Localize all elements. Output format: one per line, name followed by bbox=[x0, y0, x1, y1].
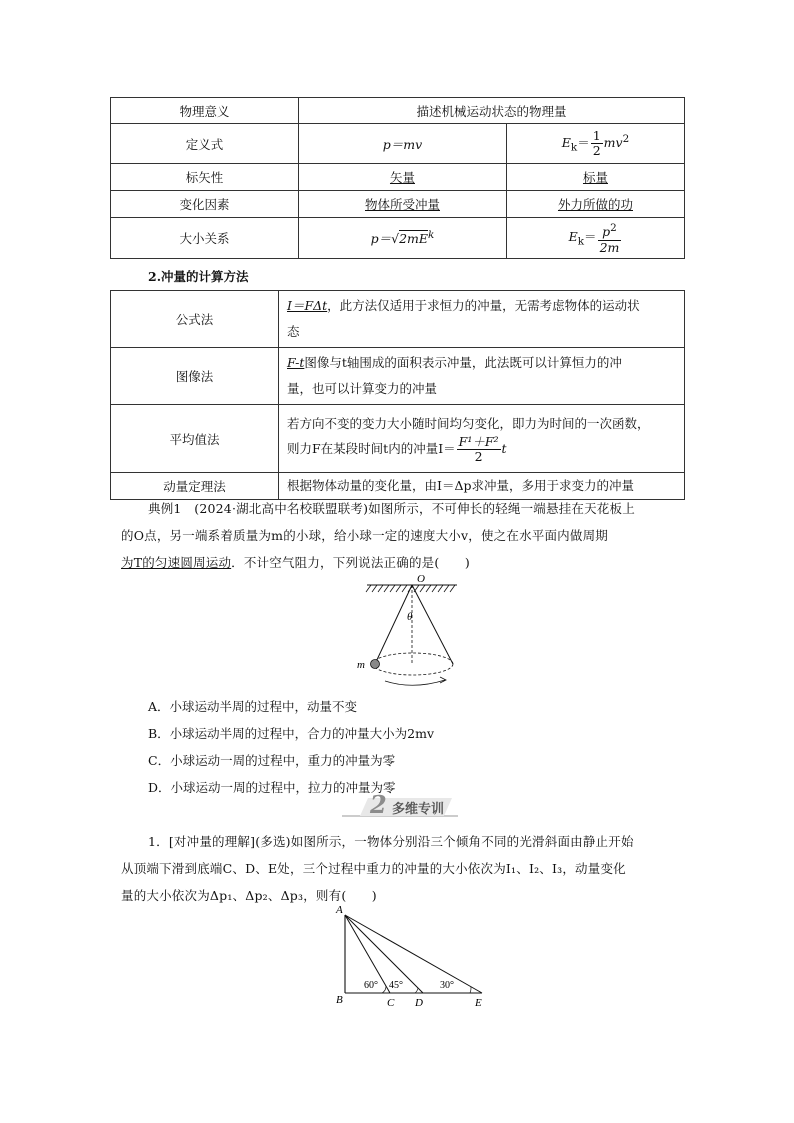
angle-30-label: 30° bbox=[440, 980, 454, 991]
section-band-title: 多维专训 bbox=[392, 802, 445, 817]
table1-row-label: 标矢性 bbox=[111, 164, 299, 191]
point-o-label: O bbox=[417, 573, 425, 585]
method-desc: 若方向不变的变力大小随时间均匀变化，即力为时间的一次函数， 则力F在某段时间t内的冲量I＝ $\frac{\text{F¹＋F²}}{2}$ t bbox=[279, 405, 685, 473]
method-desc: 根据物体动量的变化量，由I＝Δp求冲量，多用于求变力的冲量 bbox=[279, 473, 685, 500]
section-band-number: 2 bbox=[370, 790, 387, 819]
table1-p-cell: 矢量 bbox=[299, 164, 507, 191]
point-c-label: C bbox=[387, 997, 395, 1009]
angle-60-label: 60° bbox=[364, 980, 378, 991]
question-line: 量的大小依次为Δp₁、Δp₂、Δp₃，则有( ) bbox=[121, 888, 377, 903]
table1-p-cell: 物体所受冲量 bbox=[299, 191, 507, 218]
example-line: 为T的匀速圆周运动．不计空气阻力，下列说法正确的是( ) bbox=[121, 555, 470, 570]
method-cell: 平均值法 bbox=[111, 405, 279, 473]
impulse-methods-table bbox=[110, 290, 685, 500]
method-cell: 公式法 bbox=[111, 291, 279, 348]
question-line: 从顶端下滑到底端C、D、E处，三个过程中重力的冲量的大小依次为I₁、I₂、I₃，动量变化 bbox=[121, 861, 626, 876]
option-b: B．小球运动半周的过程中，合力的冲量大小为2mv bbox=[148, 726, 435, 741]
method-cell: 图像法 bbox=[111, 348, 279, 405]
table1-header-label: 物理意义 bbox=[111, 98, 299, 124]
section-band bbox=[340, 790, 460, 819]
table1-ek-cell: $E_k=$ $\frac{p^2}{2m}$ bbox=[507, 218, 685, 259]
angle-45-label: 45° bbox=[389, 980, 403, 991]
option-a: A．小球运动半周的过程中，动量不变 bbox=[148, 699, 358, 714]
table1-row-label: 定义式 bbox=[111, 124, 299, 164]
option-c: C．小球运动一周的过程中，重力的冲量为零 bbox=[148, 753, 396, 768]
section-title: 2.冲量的计算方法 bbox=[148, 269, 249, 284]
momentum-kinetic-energy-table bbox=[110, 97, 685, 259]
table1-p-cell: $p=√2mE^k$ bbox=[299, 218, 507, 259]
point-a-label: A bbox=[336, 904, 343, 916]
method-desc: F-t图像与t轴围成的面积表示冲量，此法既可以计算恒力的冲 量，也可以计算变力的冲量 bbox=[279, 348, 685, 405]
table1-ek-cell: $E_k=$ $\frac{1}{2}$ $mv^2$ bbox=[507, 124, 685, 164]
option-d: D．小球运动一周的过程中，拉力的冲量为零 bbox=[148, 780, 396, 795]
table1-row-label: 大小关系 bbox=[111, 218, 299, 259]
example-line: 的O点，另一端系着质量为m的小球，给小球一定的速度大小v，使之在水平面内做周期 bbox=[121, 528, 608, 543]
angle-theta-label: θ bbox=[407, 611, 413, 623]
table1-p-cell: p＝mv bbox=[299, 124, 507, 164]
table1-ek-cell: 外力所做的功 bbox=[507, 191, 685, 218]
mass-m-label: m bbox=[357, 659, 365, 671]
point-d-label: D bbox=[415, 997, 423, 1009]
sqrt-icon: √ bbox=[391, 231, 400, 247]
conical-pendulum-figure bbox=[345, 572, 475, 694]
method-desc: I＝FΔt，此方法仅适用于求恒力的冲量，无需考虑物体的运动状 态 bbox=[279, 291, 685, 348]
table1-ek-cell: 标量 bbox=[507, 164, 685, 191]
method-cell: 动量定理法 bbox=[111, 473, 279, 500]
example-line: 典例1 (2024·湖北高中名校联盟联考)如图所示，不可伸长的轻绳一端悬挂在天花板上 bbox=[148, 501, 635, 516]
incline-figure bbox=[330, 903, 500, 1011]
point-e-label: E bbox=[475, 997, 482, 1009]
table1-header-value: 描述机械运动状态的物理量 bbox=[299, 98, 685, 124]
table1-row-label: 变化因素 bbox=[111, 191, 299, 218]
question-line: 1．[对冲量的理解](多选)如图所示，一物体分别沿三个倾角不同的光滑斜面由静止开始 bbox=[148, 834, 634, 849]
point-b-label: B bbox=[336, 994, 343, 1006]
